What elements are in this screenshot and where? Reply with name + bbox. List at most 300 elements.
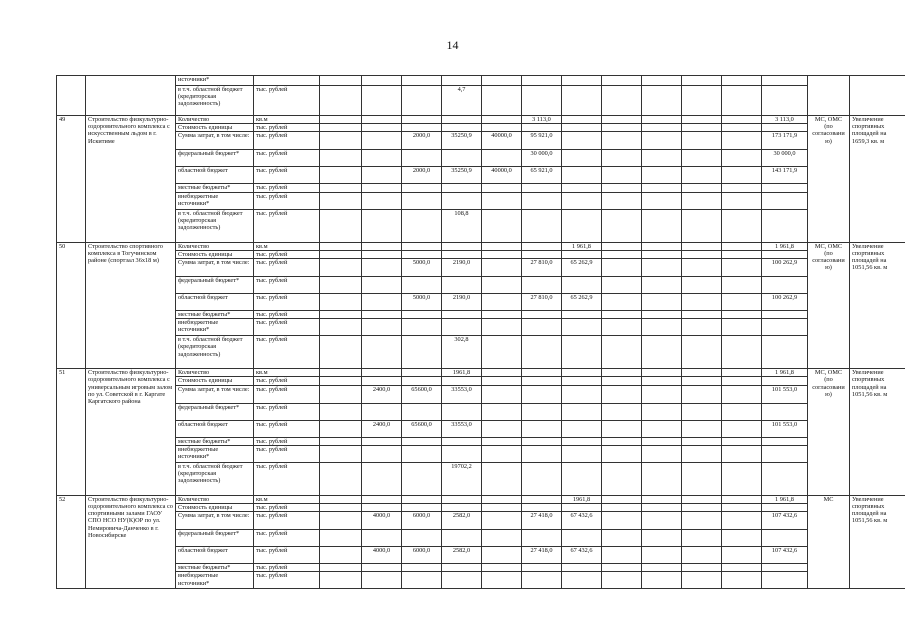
value-cell [722, 132, 762, 150]
value-cell: 1 961,8 [762, 369, 808, 377]
value-cell: 2190,0 [442, 294, 482, 311]
value-cell [320, 420, 362, 437]
value-cell [562, 150, 602, 167]
value-cell [320, 294, 362, 311]
value-cell [762, 277, 808, 294]
value-cell [442, 277, 482, 294]
value-cell [320, 250, 362, 258]
unit-cell: тыс. рублей [254, 250, 320, 258]
value-cell [482, 512, 522, 530]
value-cell [402, 462, 442, 495]
value-cell [602, 259, 642, 277]
value-cell [402, 530, 442, 547]
value-cell: 4,7 [442, 86, 482, 116]
value-cell [562, 311, 602, 319]
value-cell: 173 171,9 [762, 132, 808, 150]
table-row [57, 76, 905, 86]
value-cell [722, 530, 762, 547]
value-cell: 107 432,6 [762, 512, 808, 530]
value-cell [602, 547, 642, 564]
table-row [57, 462, 905, 495]
indicator-cell: в т.ч. областной бюджет (кредиторская задолженность) [176, 336, 254, 369]
value-cell [682, 462, 722, 495]
value-cell [482, 420, 522, 437]
value-cell [402, 564, 442, 572]
indicator-cell: Сумма затрат, в том числе: [176, 385, 254, 403]
value-cell [602, 124, 642, 132]
value-cell [682, 385, 722, 403]
value-cell [722, 403, 762, 420]
value-cell [642, 277, 682, 294]
unit-cell: тыс. рублей [254, 420, 320, 437]
value-cell [562, 336, 602, 369]
value-cell [482, 277, 522, 294]
value-cell [562, 167, 602, 184]
value-cell: 1961,8 [562, 495, 602, 503]
value-cell [762, 184, 808, 192]
unit-cell: тыс. рублей [254, 124, 320, 132]
unit-cell: тыс. рублей [254, 530, 320, 547]
value-cell [442, 250, 482, 258]
value-cell [362, 336, 402, 369]
value-cell [762, 572, 808, 589]
item-name-cell [86, 76, 176, 116]
value-cell [562, 403, 602, 420]
value-cell [402, 336, 442, 369]
value-cell [722, 86, 762, 116]
unit-cell: тыс. рублей [254, 445, 320, 462]
value-cell [442, 437, 482, 445]
table-row [57, 277, 905, 294]
value-cell [682, 445, 722, 462]
value-cell [482, 437, 522, 445]
value-cell [522, 445, 562, 462]
value-cell [602, 336, 642, 369]
value-cell [762, 319, 808, 336]
value-cell [762, 209, 808, 242]
result-cell: Увеличение спортивных площадей на 1051,56 кв. м [850, 242, 905, 369]
value-cell [642, 445, 682, 462]
value-cell [522, 124, 562, 132]
value-cell [362, 124, 402, 132]
value-cell [442, 242, 482, 250]
value-cell [722, 167, 762, 184]
value-cell: 107 432,6 [762, 547, 808, 564]
value-cell [722, 319, 762, 336]
value-cell [482, 209, 522, 242]
value-cell [642, 369, 682, 377]
value-cell [320, 437, 362, 445]
value-cell [482, 116, 522, 124]
value-cell: 6000,0 [402, 547, 442, 564]
value-cell [362, 319, 402, 336]
indicator-cell: федеральный бюджет* [176, 277, 254, 294]
value-cell: 3 113,0 [522, 116, 562, 124]
value-cell [442, 311, 482, 319]
value-cell [562, 124, 602, 132]
value-cell [722, 116, 762, 124]
value-cell [722, 495, 762, 503]
value-cell [682, 504, 722, 512]
value-cell [642, 420, 682, 437]
table-row [57, 437, 905, 445]
value-cell: 4000,0 [362, 512, 402, 530]
unit-cell: тыс. рублей [254, 385, 320, 403]
value-cell [442, 495, 482, 503]
value-cell: 302,8 [442, 336, 482, 369]
value-cell [762, 311, 808, 319]
value-cell: 5000,0 [402, 294, 442, 311]
value-cell [320, 369, 362, 377]
value-cell [602, 116, 642, 124]
value-cell [602, 530, 642, 547]
value-cell [642, 336, 682, 369]
value-cell: 1 961,8 [762, 495, 808, 503]
table-row [57, 311, 905, 319]
value-cell [642, 437, 682, 445]
value-cell: 30 000,0 [522, 150, 562, 167]
value-cell [602, 319, 642, 336]
table-row [57, 564, 905, 572]
value-cell [320, 184, 362, 192]
value-cell [362, 369, 402, 377]
table-row [57, 445, 905, 462]
value-cell [602, 184, 642, 192]
value-cell [522, 377, 562, 385]
indicator-cell: федеральный бюджет* [176, 530, 254, 547]
value-cell [442, 184, 482, 192]
table-row [57, 124, 905, 132]
value-cell [362, 377, 402, 385]
indicator-cell: федеральный бюджет* [176, 403, 254, 420]
value-cell [682, 369, 722, 377]
value-cell [362, 132, 402, 150]
value-cell [762, 76, 808, 86]
value-cell [402, 319, 442, 336]
value-cell [602, 192, 642, 209]
value-cell [722, 209, 762, 242]
unit-cell: тыс. рублей [254, 167, 320, 184]
value-cell [362, 495, 402, 503]
value-cell [482, 547, 522, 564]
value-cell [522, 277, 562, 294]
value-cell [402, 124, 442, 132]
value-cell [642, 530, 682, 547]
value-cell [402, 277, 442, 294]
indicator-cell: внебюджетные источники* [176, 445, 254, 462]
value-cell: 27 810,0 [522, 259, 562, 277]
value-cell: 108,8 [442, 209, 482, 242]
table-row [57, 403, 905, 420]
value-cell [522, 184, 562, 192]
value-cell [482, 294, 522, 311]
value-cell: 35250,9 [442, 132, 482, 150]
value-cell [482, 76, 522, 86]
value-cell [362, 209, 402, 242]
value-cell [642, 547, 682, 564]
indicator-cell: местные бюджеты* [176, 184, 254, 192]
unit-cell: тыс. рублей [254, 564, 320, 572]
value-cell [362, 150, 402, 167]
value-cell [762, 445, 808, 462]
value-cell [642, 86, 682, 116]
unit-cell: тыс. рублей [254, 504, 320, 512]
value-cell [682, 564, 722, 572]
value-cell [522, 192, 562, 209]
value-cell [722, 250, 762, 258]
value-cell [442, 403, 482, 420]
unit-cell: тыс. рублей [254, 462, 320, 495]
value-cell [320, 530, 362, 547]
value-cell [482, 403, 522, 420]
value-cell [320, 76, 362, 86]
value-cell [482, 462, 522, 495]
unit-cell: кв.м [254, 369, 320, 377]
value-cell [482, 259, 522, 277]
value-cell [682, 259, 722, 277]
value-cell [682, 294, 722, 311]
value-cell [602, 462, 642, 495]
value-cell [642, 385, 682, 403]
value-cell [320, 150, 362, 167]
unit-cell: кв.м [254, 242, 320, 250]
value-cell [402, 150, 442, 167]
value-cell: 2582,0 [442, 512, 482, 530]
value-cell [562, 250, 602, 258]
value-cell [320, 512, 362, 530]
value-cell [642, 403, 682, 420]
responsible-cell: МС [808, 495, 850, 589]
unit-cell: тыс. рублей [254, 259, 320, 277]
value-cell [402, 242, 442, 250]
value-cell [442, 124, 482, 132]
result-cell [850, 76, 905, 116]
value-cell [762, 437, 808, 445]
value-cell [522, 311, 562, 319]
value-cell [562, 369, 602, 377]
value-cell [602, 504, 642, 512]
value-cell [482, 504, 522, 512]
value-cell [562, 132, 602, 150]
value-cell [762, 192, 808, 209]
value-cell [522, 420, 562, 437]
value-cell [402, 437, 442, 445]
table-row [57, 150, 905, 167]
value-cell [762, 504, 808, 512]
value-cell [320, 462, 362, 495]
value-cell [762, 250, 808, 258]
value-cell [562, 385, 602, 403]
unit-cell: тыс. рублей [254, 132, 320, 150]
table-row [57, 385, 905, 403]
indicator-cell: Сумма затрат, в том числе: [176, 512, 254, 530]
unit-cell: тыс. рублей [254, 86, 320, 116]
value-cell: 2190,0 [442, 259, 482, 277]
value-cell [562, 76, 602, 86]
value-cell: 33553,0 [442, 385, 482, 403]
value-cell [442, 150, 482, 167]
unit-cell: тыс. рублей [254, 277, 320, 294]
unit-cell: тыс. рублей [254, 150, 320, 167]
value-cell [722, 242, 762, 250]
responsible-cell [808, 76, 850, 116]
value-cell [722, 294, 762, 311]
value-cell [522, 504, 562, 512]
value-cell [522, 336, 562, 369]
value-cell [722, 259, 762, 277]
value-cell [482, 184, 522, 192]
value-cell [642, 76, 682, 86]
value-cell [762, 86, 808, 116]
indicator-cell: в т.ч. областной бюджет (кредиторская задолженность) [176, 462, 254, 495]
value-cell [682, 86, 722, 116]
value-cell: 65600,0 [402, 385, 442, 403]
value-cell [402, 86, 442, 116]
value-cell [762, 124, 808, 132]
unit-cell: тыс. рублей [254, 437, 320, 445]
value-cell [642, 495, 682, 503]
value-cell [642, 512, 682, 530]
value-cell: 27 810,0 [522, 294, 562, 311]
value-cell [362, 403, 402, 420]
value-cell: 1 961,8 [762, 242, 808, 250]
value-cell [522, 572, 562, 589]
indicator-cell: Сумма затрат, в том числе: [176, 132, 254, 150]
value-cell: 33553,0 [442, 420, 482, 437]
value-cell [722, 377, 762, 385]
value-cell [402, 116, 442, 124]
value-cell [682, 420, 722, 437]
value-cell [722, 124, 762, 132]
value-cell [682, 547, 722, 564]
value-cell [722, 76, 762, 86]
value-cell: 6000,0 [402, 512, 442, 530]
value-cell [642, 192, 682, 209]
value-cell [362, 167, 402, 184]
unit-cell: тыс. рублей [254, 209, 320, 242]
value-cell [522, 369, 562, 377]
value-cell [482, 572, 522, 589]
value-cell [682, 277, 722, 294]
value-cell [522, 530, 562, 547]
value-cell [602, 385, 642, 403]
value-cell [682, 572, 722, 589]
value-cell [442, 116, 482, 124]
value-cell [522, 242, 562, 250]
value-cell [362, 294, 402, 311]
value-cell [602, 377, 642, 385]
value-cell [442, 504, 482, 512]
value-cell [562, 504, 602, 512]
value-cell [402, 311, 442, 319]
value-cell [402, 445, 442, 462]
value-cell [602, 445, 642, 462]
unit-cell: тыс. рублей [254, 403, 320, 420]
value-cell [682, 530, 722, 547]
value-cell [562, 277, 602, 294]
value-cell: 101 553,0 [762, 385, 808, 403]
value-cell [320, 572, 362, 589]
value-cell [482, 124, 522, 132]
item-number-cell: 50 [57, 242, 86, 369]
responsible-cell: МС, ОМС (по согласованию) [808, 242, 850, 369]
value-cell [602, 250, 642, 258]
value-cell [482, 336, 522, 369]
page-number: 14 [446, 38, 459, 52]
value-cell: 27 418,0 [522, 547, 562, 564]
value-cell [362, 311, 402, 319]
value-cell [482, 250, 522, 258]
value-cell: 67 432,6 [562, 512, 602, 530]
value-cell: 65 262,9 [562, 259, 602, 277]
value-cell [320, 167, 362, 184]
value-cell [602, 572, 642, 589]
table-row [57, 504, 905, 512]
indicator-cell: в т.ч. областной бюджет (кредиторская задолженность) [176, 86, 254, 116]
value-cell [320, 336, 362, 369]
value-cell [362, 277, 402, 294]
value-cell [682, 132, 722, 150]
value-cell [682, 336, 722, 369]
value-cell [482, 86, 522, 116]
unit-cell: кв.м [254, 116, 320, 124]
indicator-cell: источники* [176, 76, 254, 86]
value-cell [642, 167, 682, 184]
value-cell [442, 445, 482, 462]
value-cell [402, 495, 442, 503]
value-cell [602, 277, 642, 294]
value-cell: 1 961,8 [562, 242, 602, 250]
indicator-cell: областной бюджет [176, 294, 254, 311]
value-cell [482, 242, 522, 250]
value-cell [762, 403, 808, 420]
value-cell [602, 150, 642, 167]
value-cell [362, 462, 402, 495]
table-row [57, 512, 905, 530]
value-cell [602, 495, 642, 503]
value-cell [362, 530, 402, 547]
value-cell [482, 564, 522, 572]
value-cell: 5000,0 [402, 259, 442, 277]
value-cell [320, 547, 362, 564]
table-row [57, 86, 905, 116]
value-cell [320, 86, 362, 116]
indicator-cell: внебюджетные источники* [176, 319, 254, 336]
value-cell: 40000,0 [482, 167, 522, 184]
value-cell [320, 242, 362, 250]
value-cell [602, 132, 642, 150]
value-cell [682, 512, 722, 530]
value-cell [482, 530, 522, 547]
value-cell: 100 262,9 [762, 294, 808, 311]
value-cell [602, 167, 642, 184]
item-name-cell: Строительство физкультурно-оздоровительного комплекса с универсальным игровым залом по ул. Советской в г. Каргате Каргатского района [86, 369, 176, 496]
value-cell [682, 209, 722, 242]
table-row [57, 250, 905, 258]
table-row [57, 184, 905, 192]
value-cell: 65 921,0 [522, 167, 562, 184]
value-cell [320, 377, 362, 385]
value-cell [762, 336, 808, 369]
value-cell [642, 242, 682, 250]
value-cell [602, 294, 642, 311]
value-cell [362, 86, 402, 116]
value-cell [522, 437, 562, 445]
value-cell [522, 495, 562, 503]
value-cell [402, 572, 442, 589]
value-cell [482, 377, 522, 385]
value-cell [402, 250, 442, 258]
